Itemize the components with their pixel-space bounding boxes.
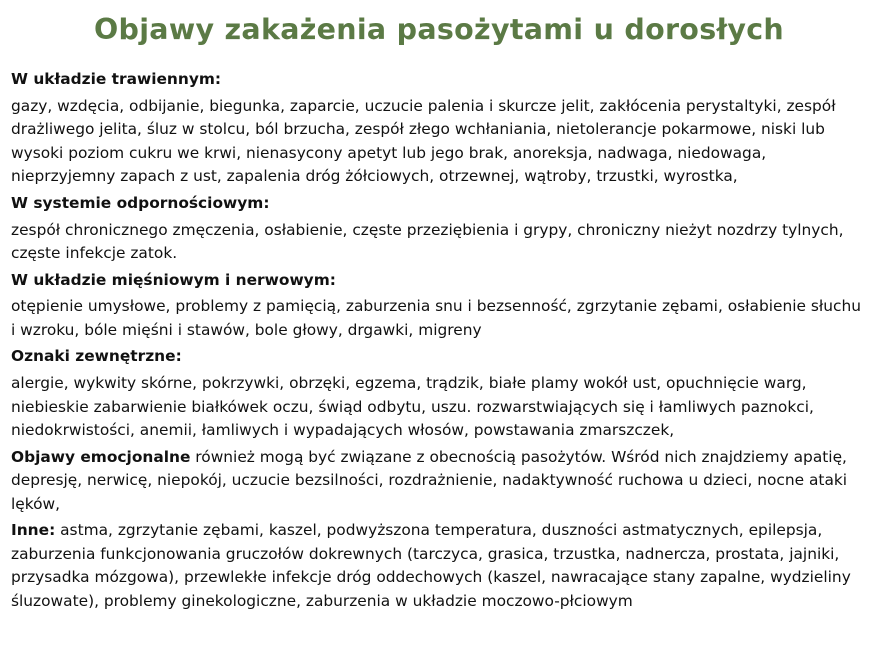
- section-other: [11, 519, 869, 613]
- section-text-nervous: otępienie umysłowe, problemy z pamięcią, zaburzenia snu i bezsenność, zgrzytanie zębami, osłabienie słuchu i wzroku, bóle mięśni i stawów, bole głowy, drgawki, migreny: [11, 297, 862, 339]
- section-emotional: [11, 446, 869, 517]
- page-title: Objawy zakażenia pasożytami u dorosłych: [93, 13, 784, 46]
- section-heading-immune: W systemie odpornościowym:: [11, 193, 270, 212]
- section-text-digestive: gazy, wzdęcia, odbijanie, biegunka, zaparcie, uczucie palenia i skurcze jelit, zakłócenia perystaltyki, zespół drażliwego jelita, śluz w stolcu, ból brzucha, zespół złego wchłaniania, nietolerancje pokarmowe, niski lub wysoki poziom cukru we krwi, nienasycony apetyt lub jego brak, anoreksja, nadwaga, niedowaga, nieprzyjemny zapach z ust, zapalenia dróg żółciowych, otrzewnej, wątroby, trzustki, wyrostka,: [11, 96, 836, 186]
- section-heading-external: Oznaki zewnętrzne:: [11, 347, 182, 366]
- section-text-immune: zespół chronicznego zmęczenia, osłabienie, częste przeziębienia i grypy, chroniczny nieżyt nozdrzy tylnych, częste infekcje zatok.: [11, 220, 844, 263]
- section-heading-other: Inne:: [11, 521, 56, 540]
- section-heading-emotional: Objawy emocjonalne: [11, 447, 191, 466]
- section-text-other: astma, zgrzytanie zębami, kaszel, podwyższona temperatura, duszności astmatycznych, epilepsja, zaburzenia funkcjonowania gruczołów dokrewnych (tarczyca, grasica, trzustka, nadnercza, prostata, jajniki, przysadka mózgowa), przewlekłe infekcje dróg oddechowych (kaszel, nawracające stany zapalne, wydzieliny śluzowate), problemy ginekologiczne, zaburzenia w układzie moczowo-płciowym: [11, 521, 851, 610]
- section-heading-nervous: W układzie mięśniowym i nerwowym:: [11, 270, 336, 289]
- section-text-external: alergie, wykwity skórne, pokrzywki, obrzęki, egzema, trądzik, białe plamy wokół ust, opuchnięcie warg, niebieskie zabarwienie białkówek oczu, świąd odbytu, uszu. rozwarstwiających się i łamliwych paznokci, niedokrwistości, anemii, łamliwych i wypadających włosów, powstawania zmarszczek,: [11, 374, 814, 440]
- content-body: [11, 68, 869, 616]
- section-heading-digestive: W układzie trawiennym:: [11, 70, 222, 88]
- section-text-emotional: również mogą być związane z obecnością pasożytów. Wśród nich znajdziemy apatię, depresję, nerwicę, niepokój, uczucie bezsilności, rozdrażnienie, nadaktywność ruchowa u dzieci, nocne ataki lęków,: [11, 447, 848, 513]
